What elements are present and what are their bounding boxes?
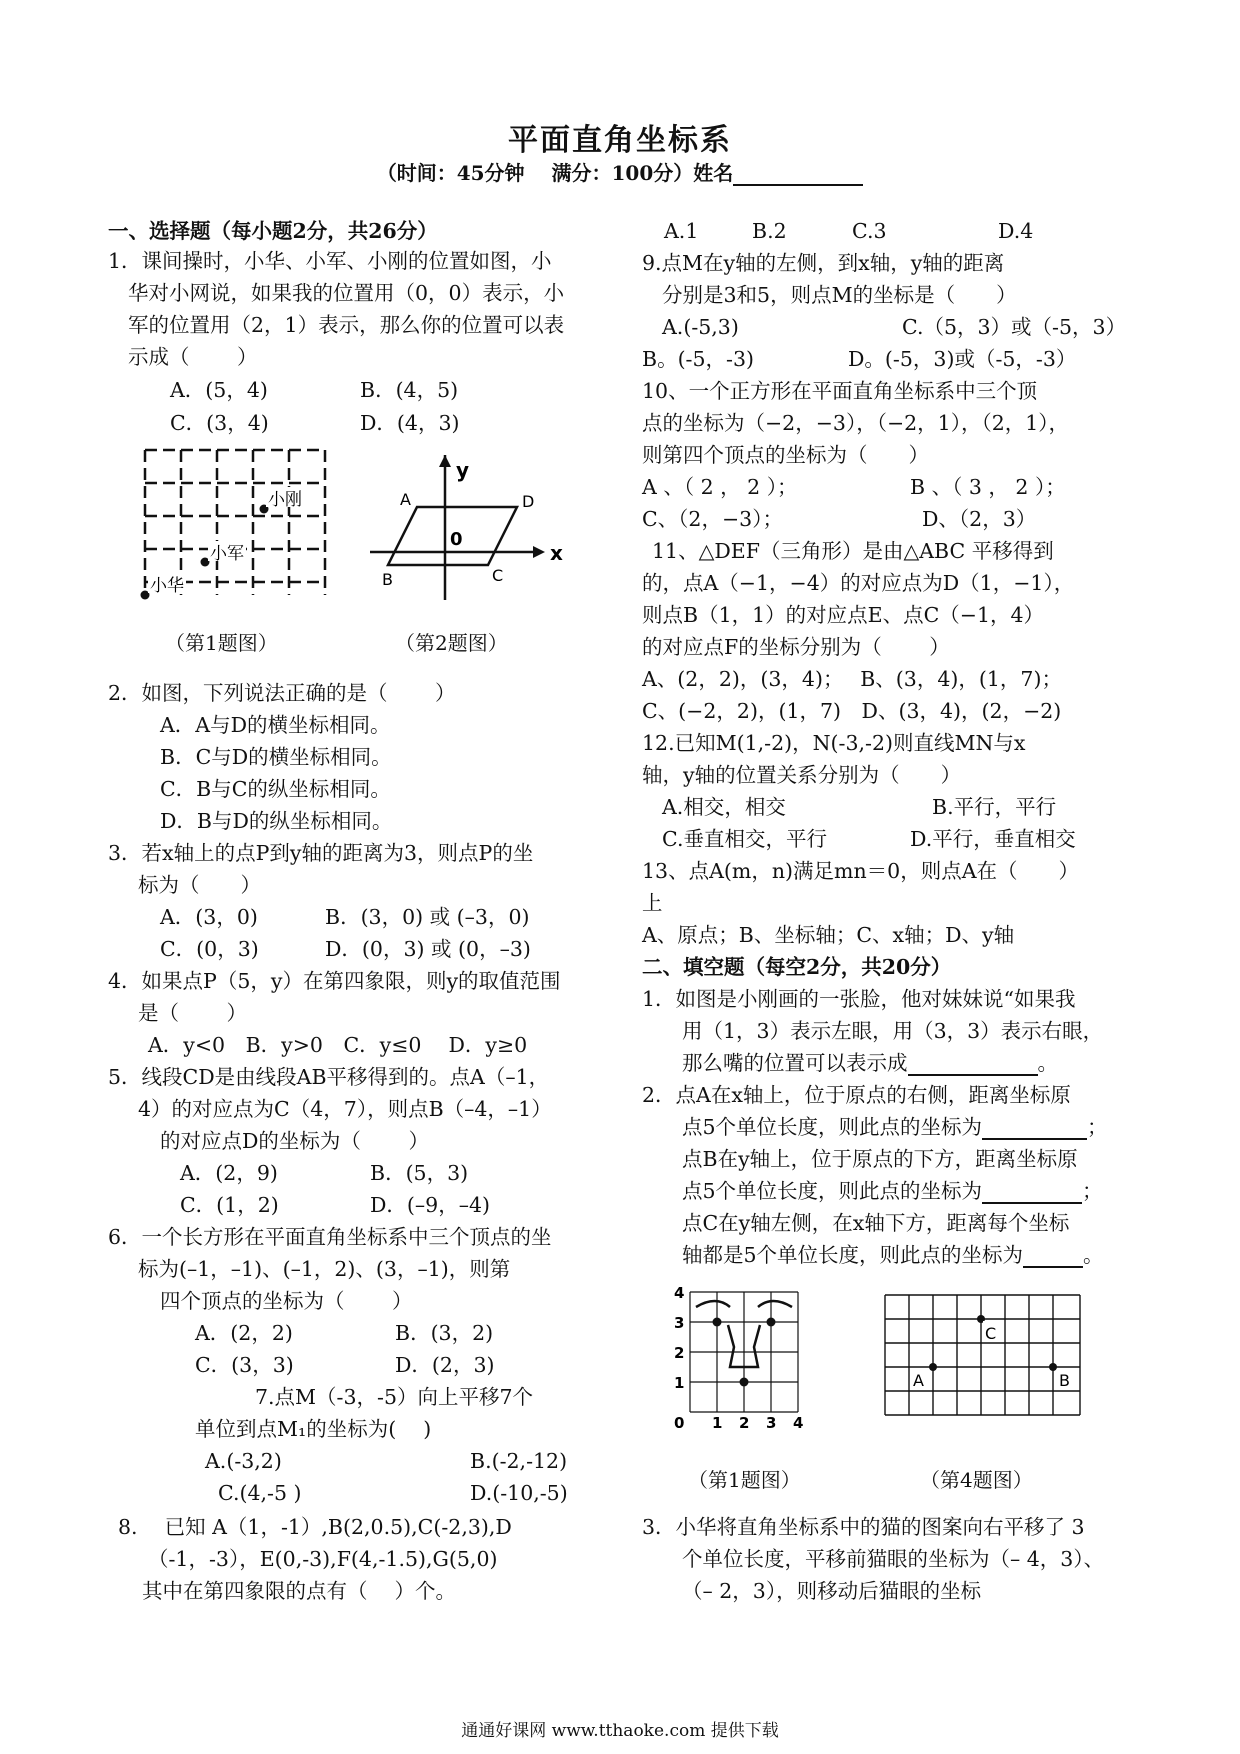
- q10-line: 则第四个顶点的坐标为（ ）: [642, 443, 929, 467]
- f2-semi: ；: [1082, 1179, 1103, 1203]
- figure-face-grid: [668, 1285, 813, 1435]
- page-title: 平面直角坐标系: [508, 123, 732, 158]
- label-xiaohua: 小华: [150, 576, 184, 596]
- q2-option-c: C．B与C的纵坐标相同。: [160, 777, 391, 801]
- q11-line: 11、△DEF（三角形）是由△ABC 平移得到: [652, 539, 1054, 563]
- q11-line: 则点B（1，1）的对应点E、点C（−1，4）: [642, 603, 1045, 627]
- svg-text:3: 3: [766, 1414, 777, 1432]
- f2-semi: ；: [1087, 1115, 1108, 1139]
- vertex-c-label: C: [492, 566, 504, 585]
- q6-option-d: D．(2，3): [395, 1353, 495, 1377]
- q13-options: A、原点；B、坐标轴；C、x轴；D、y轴: [642, 923, 1015, 947]
- q5-option-c: C．(1，2): [180, 1193, 279, 1217]
- q7-line: 单位到点M₁的坐标为( ): [195, 1417, 432, 1441]
- q3-option-c: C．(0，3): [160, 937, 259, 961]
- q10-option-d: D、（2，3）: [922, 507, 1037, 531]
- grid-label-a: A: [913, 1371, 924, 1390]
- f1-line: 1．如图是小刚画的一张脸，他对妹妹说“如果我: [642, 987, 1076, 1011]
- q6-option-c: C．(3，3): [195, 1353, 294, 1377]
- f2-end: 。: [1083, 1243, 1104, 1267]
- label-xiaogang: 小刚: [268, 490, 302, 510]
- q1-line: 华对小网说，如果我的位置用（0，0）表示，小: [128, 281, 565, 305]
- q7-option-b: B.(-2,-12): [470, 1449, 568, 1473]
- q1-line: 示成（ ）: [128, 345, 258, 369]
- f2-answer-blank-c[interactable]: [1023, 1246, 1083, 1268]
- q5-line: 的对应点D的坐标为（ ）: [160, 1129, 429, 1153]
- figure-face-caption: （第1题图）: [688, 1468, 801, 1492]
- q6-line: 四个顶点的坐标为（ ）: [160, 1289, 413, 1313]
- svg-text:1: 1: [674, 1374, 685, 1392]
- axis-x-label: x: [550, 541, 563, 565]
- f3-line: 3．小华将直角坐标系中的猫的图案向右平移了 3: [642, 1515, 1085, 1539]
- q6-option-a: A．(2，2): [195, 1321, 293, 1345]
- left-column: [0, 0, 610, 1700]
- q8-option-c: C.3: [852, 219, 887, 243]
- q2-option-b: B．C与D的横坐标相同。: [160, 745, 392, 769]
- section1-heading: 一、选择题（每小题2分，共26分）: [108, 219, 438, 243]
- q10-line: 点的坐标为（−2，−3），（−2，1），（2，1），: [642, 411, 1070, 435]
- q10-option-b: B 、（ 3 ， 2 ）；: [910, 475, 1066, 499]
- vertex-b-label: B: [382, 570, 393, 589]
- q12-option-b: B.平行，平行: [932, 795, 1057, 819]
- q5-option-a: A．(2，9): [180, 1161, 278, 1185]
- f2-answer-blank-a[interactable]: [982, 1118, 1087, 1140]
- q11-line: 的，点A（−1，−4）的对应点为D（1，−1），: [642, 571, 1075, 595]
- section2-heading: 二、填空题（每空2分，共20分）: [642, 955, 952, 979]
- q3-option-d: D．(0，3) 或 (0，–3): [325, 937, 531, 961]
- f2-line: [682, 1178, 1103, 1204]
- q9-line: 9.点M在y轴的左侧，到x轴，y轴的距离: [642, 251, 1005, 275]
- f1-answer-blank[interactable]: [908, 1054, 1038, 1076]
- grid-label-b: B: [1059, 1371, 1070, 1390]
- q7-option-a: A.(-3,2): [205, 1449, 282, 1473]
- q8-line: 8. 已知 A（1，-1）,B(2,0.5),C(-2,3),D: [118, 1515, 512, 1539]
- q11-options-ab: A、(2，2)，(3，4)； B、(3，4)，(1，7)；: [642, 667, 1062, 691]
- q2-stem: 2．如图，下列说法正确的是（ ）: [108, 681, 456, 705]
- f2-line: [682, 1114, 1108, 1140]
- q1-option-d: D．(4，3): [360, 411, 460, 435]
- q11-line: 的对应点F的坐标分别为（ ）: [642, 635, 950, 659]
- q5-option-d: D．(–9，–4): [370, 1193, 491, 1217]
- f2-answer-blank-b[interactable]: [982, 1182, 1082, 1204]
- svg-text:4: 4: [674, 1285, 685, 1302]
- q6-line: 标为(–1，–1)、(–1，2)、(3，–1)，则第: [138, 1257, 511, 1281]
- q1-line: 军的位置用（2，1）表示，那么你的位置可以表: [128, 313, 565, 337]
- svg-text:3: 3: [674, 1314, 685, 1332]
- q7-option-c: C.(4,-5 ): [218, 1481, 302, 1505]
- f2-text: 轴都是5个单位长度，则此点的坐标为: [682, 1243, 1024, 1267]
- q11-options-cd: C、(−2，2)，(1，7) D、(3，4)，(2，−2): [642, 699, 1062, 723]
- figure-4-caption: （第4题图）: [920, 1468, 1033, 1492]
- q12-line: 12.已知M(1,-2)，N(-3,-2)则直线MN与x: [642, 731, 1026, 755]
- figure-1-caption: （第1题图）: [165, 631, 278, 655]
- f2-line: 点B在y轴上，位于原点的下方，距离坐标原: [682, 1147, 1078, 1171]
- q12-line: 轴，y轴的位置关系分别为（ ）: [642, 763, 962, 787]
- f2-line: [682, 1242, 1104, 1268]
- f3-line: 个单位长度，平移前猫眼的坐标为（– 4，3）、: [682, 1547, 1105, 1571]
- right-column: [620, 0, 1240, 1700]
- figure-2-caption: （第2题图）: [395, 631, 508, 655]
- q1-line: 1．课间操时，小华、小军、小刚的位置如图，小: [108, 249, 552, 273]
- svg-text:1: 1: [712, 1414, 723, 1432]
- f2-text: 点5个单位长度，则此点的坐标为: [682, 1115, 983, 1139]
- q13-line: 13、点A(m，n)满足mn＝0，则点A在（ ）: [642, 859, 1080, 883]
- svg-text:2: 2: [739, 1414, 750, 1432]
- q7-line: 7.点M（-3，-5）向上平移7个: [255, 1385, 534, 1409]
- svg-text:4: 4: [793, 1414, 804, 1432]
- q4-line: 是（ ）: [138, 1001, 248, 1025]
- f1-line: 用（1，3）表示左眼，用（3，3）表示右眼，: [682, 1019, 1104, 1043]
- q9-option-a: A.(-5,3): [662, 315, 739, 339]
- f3-line: （– 2，3），则移动后猫眼的坐标: [682, 1579, 982, 1603]
- q4-options: A．y<0 B．y>0 C．y≤0 D．y≥0: [148, 1033, 528, 1057]
- q3-line: 标为（ ）: [138, 873, 261, 897]
- q3-option-a: A．(3，0): [160, 905, 258, 929]
- q2-option-d: D．B与D的纵坐标相同。: [160, 809, 393, 833]
- q9-option-b: B。(-5，-3): [642, 347, 754, 371]
- figure-4-grid: [880, 1290, 1085, 1440]
- vertex-a-label: A: [400, 490, 411, 509]
- q8-option-a: A.1: [664, 219, 699, 243]
- q5-line: 4）的对应点为C（4，7），则点B（–4，–1）: [138, 1097, 552, 1121]
- q12-option-c: C.垂直相交，平行: [662, 827, 827, 851]
- origin-label: 0: [450, 529, 463, 550]
- q1-option-b: B．(4，5): [360, 378, 459, 402]
- f2-line: 2．点A在x轴上，位于原点的右侧，距离坐标原: [642, 1083, 1071, 1107]
- svg-text:2: 2: [674, 1344, 685, 1362]
- svg-text:0: 0: [674, 1414, 685, 1432]
- figure-2-parallelogram: [370, 455, 570, 605]
- f1-text: 那么嘴的位置可以表示成: [682, 1051, 908, 1075]
- axis-y-label: y: [456, 458, 470, 482]
- q10-option-c: C、（2，−3）；: [642, 507, 783, 531]
- q6-option-b: B．(3，2): [395, 1321, 494, 1345]
- q1-option-a: A．(5，4): [170, 378, 268, 402]
- f1-line: [682, 1050, 1058, 1076]
- q10-line: 10、一个正方形在平面直角坐标系中三个顶: [642, 379, 1038, 403]
- q13-line: 上: [642, 891, 663, 915]
- label-xiaojun: 小军: [210, 544, 244, 564]
- q8-line: （-1，-3），E(0,-3),F(4,-1.5),G(5,0): [148, 1547, 498, 1571]
- q8-option-b: B.2: [752, 219, 787, 243]
- q9-option-d: D。(-5，3)或（-5，-3）: [848, 347, 1077, 371]
- q5-line: 5．线段CD是由线段AB平移得到的。点A（–1，: [108, 1065, 550, 1089]
- q1-option-c: C．(3，4): [170, 411, 269, 435]
- subtitle: （时间：45分钟 满分：100分）姓名: [0, 157, 1240, 186]
- q7-option-d: D.(-10,-5): [470, 1481, 568, 1505]
- q3-option-b: B．(3，0) 或 (–3，0): [325, 905, 530, 929]
- q9-line: 分别是3和5，则点M的坐标是（ ）: [662, 283, 1017, 307]
- q8-line: 其中在第四象限的点有（ ）个。: [142, 1579, 457, 1603]
- q6-line: 6．一个长方形在平面直角坐标系中三个顶点的坐: [108, 1225, 552, 1249]
- q10-option-a: A 、（ 2 ， 2 ）；: [642, 475, 798, 499]
- figure-1-grid: [140, 445, 335, 605]
- footer: 通通好课网 www.tthaoke.com 提供下载: [461, 1721, 779, 1741]
- f2-text: 点5个单位长度，则此点的坐标为: [682, 1179, 983, 1203]
- grid-label-c: C: [985, 1324, 997, 1343]
- q4-line: 4．如果点P（5，y）在第四象限，则y的取值范围: [108, 969, 561, 993]
- q9-option-c: C.（5，3）或（-5，3）: [902, 315, 1127, 339]
- q5-option-b: B．(5，3): [370, 1161, 469, 1185]
- vertex-d-label: D: [522, 492, 535, 511]
- f1-end: 。: [1037, 1051, 1058, 1075]
- q8-option-d: D.4: [998, 219, 1034, 243]
- q3-line: 3．若x轴上的点P到y轴的距离为3，则点P的坐: [108, 841, 534, 865]
- q12-option-d: D.平行，垂直相交: [910, 827, 1076, 851]
- q12-option-a: A.相交，相交: [662, 795, 786, 819]
- q2-option-a: A．A与D的横坐标相同。: [160, 713, 391, 737]
- f2-line: 点C在y轴左侧，在x轴下方，距离每个坐标: [682, 1211, 1070, 1235]
